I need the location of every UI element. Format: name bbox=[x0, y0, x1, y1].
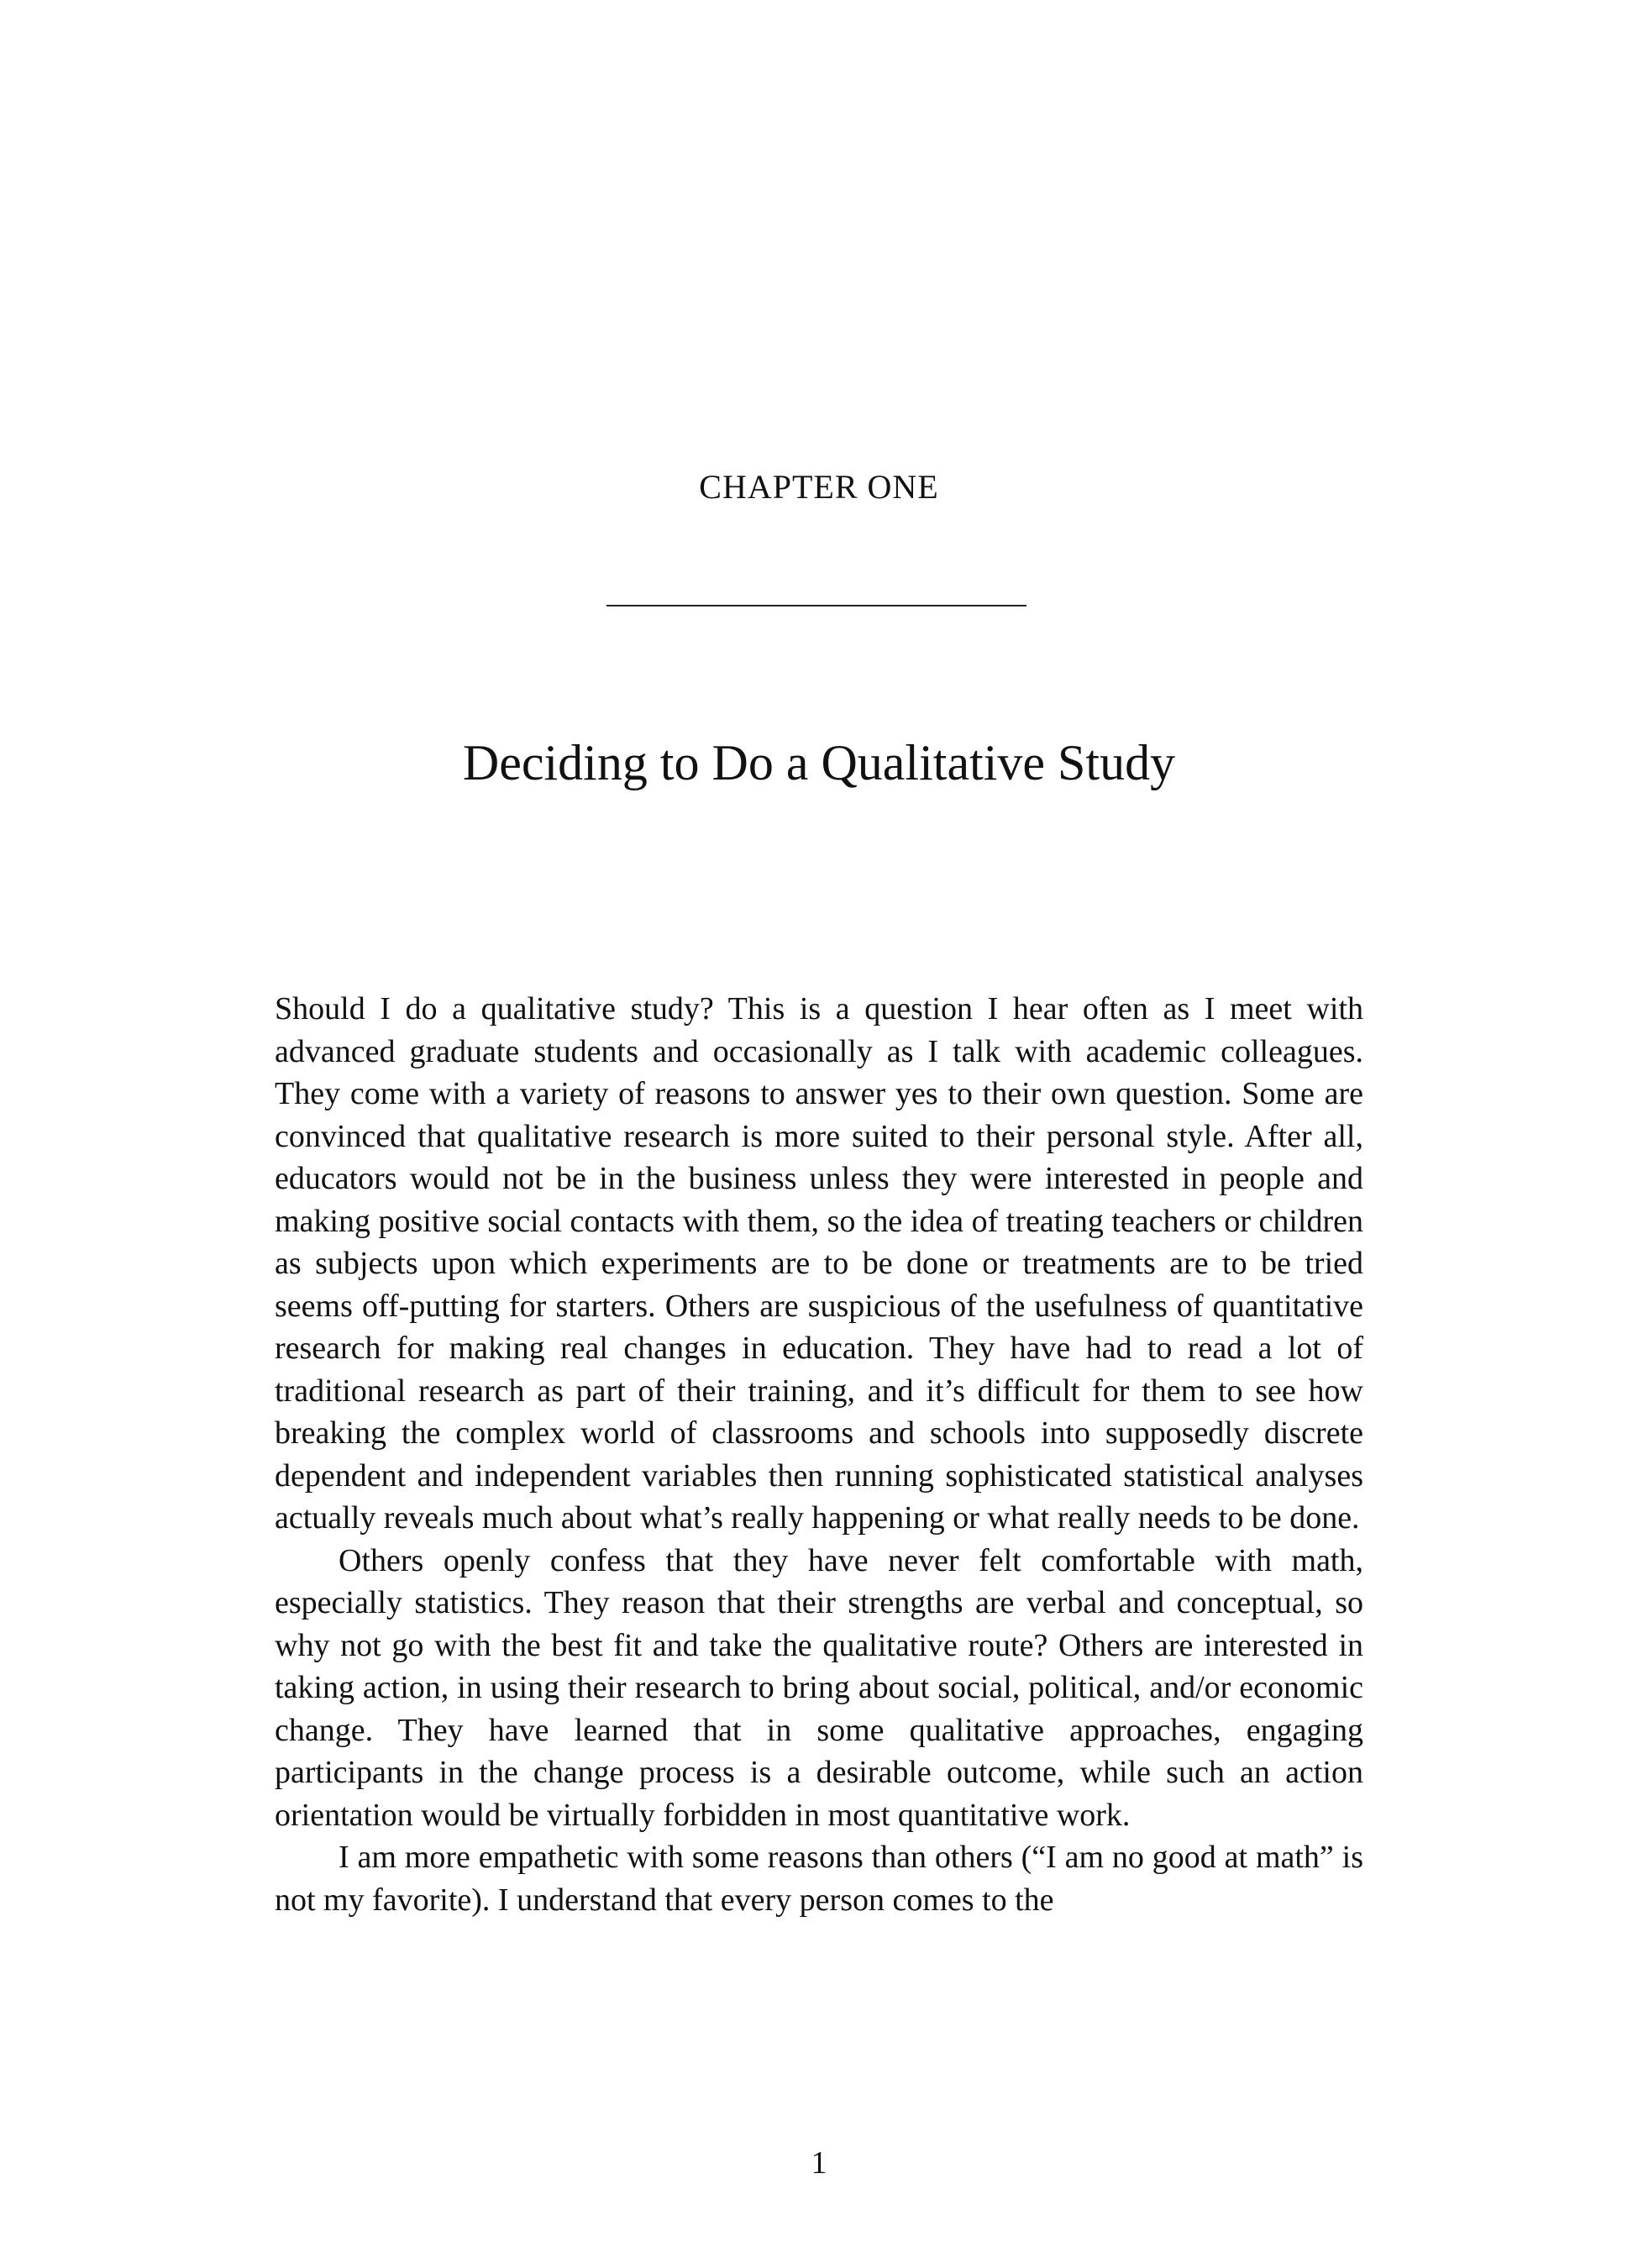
body-text bbox=[275, 988, 1363, 1921]
chapter-label: CHAPTER ONE bbox=[699, 468, 939, 506]
chapter-title: Deciding to Do a Qualitative Study bbox=[462, 735, 1176, 790]
paragraph: Should I do a qualitative study? This is a question I hear often as I meet with advanced graduate students and occasionally as I talk with academic colleagues. They come with a variety of reasons to answer yes to their own question. Some are convinced that qualitative research is more suited to their personal style. After all, educators would not be in the business unless they were interested in people and making positive social contacts with them, so the idea of treating teachers or children as subjects upon which experiments are to be done or treatments are to be tried seems off-putting for starters. Others are suspicious of the usefulness of quantitative research for making real changes in education. They have had to read a lot of traditional research as part of their training, and it’s difficult for them to see how breaking the complex world of classrooms and schools into supposedly discrete dependent and independent variables then running sophisticated statistical analyses actually reveals much about what’s really happening or what really needs to be done. bbox=[275, 991, 1363, 1536]
page-number: 1 bbox=[811, 2145, 827, 2181]
paragraph: I am more empathetic with some reasons than others (“I am no good at math” is not my favorite). I understand that every person comes to the bbox=[275, 1840, 1363, 1918]
paragraph: Others openly confess that they have never felt comfortable with math, especially statistics. They reason that their strengths are verbal and conceptual, so why not go with the best fit and take the qualitative route? Others are interested in taking action, in using their research to bring about social, political, and/or economic change. They have learned that in some qualitative approaches, engaging participants in the change process is a desirable outcome, while such an action orientation would be virtually forbidden in most quantitative work. bbox=[275, 1542, 1363, 1833]
chapter-divider bbox=[606, 605, 1026, 606]
